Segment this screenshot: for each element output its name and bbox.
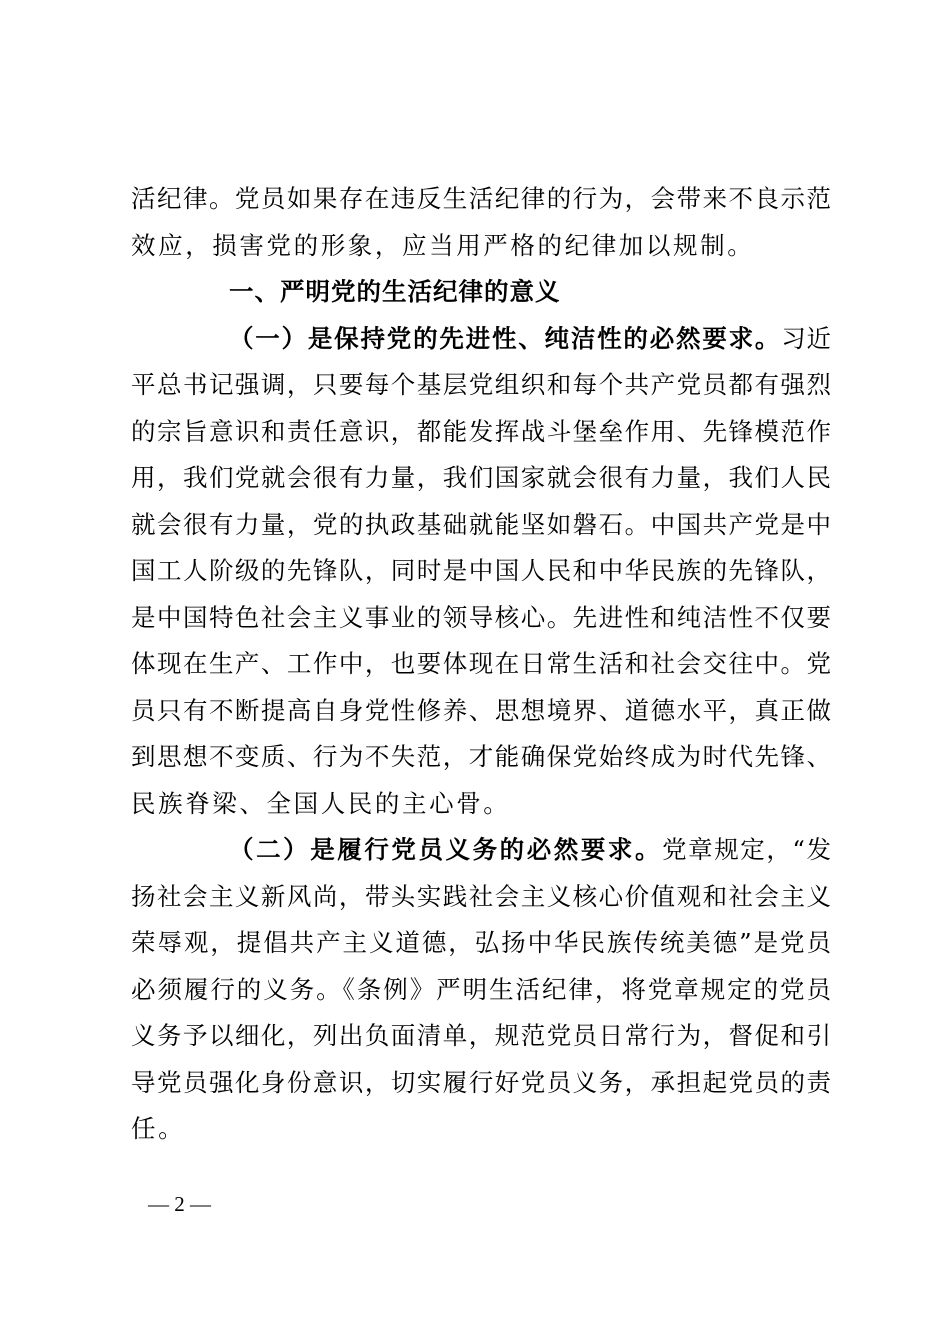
paragraph-line: 就会很有力量，党的执政基础就能坚如磐石。中国共产党是中	[131, 509, 831, 539]
subsection-first-line	[131, 316, 831, 363]
paragraph-line: 活纪律。党员如果存在违反生活纪律的行为，会带来不良示范	[131, 184, 831, 213]
paragraph-line: 的宗旨意识和责任意识，都能发挥战斗堡垒作用、先锋模范作	[131, 416, 831, 446]
subsection-first-line	[131, 827, 831, 874]
paragraph-line: 体现在生产、工作中，也要体现在日常生活和社会交往中。党	[131, 649, 831, 678]
paragraph-line: 国工人阶级的先锋队，同时是中国人民和中华民族的先锋队，	[131, 556, 831, 585]
document-body	[131, 176, 831, 1153]
subsection-heading: （二）是履行党员义务的必然要求。	[229, 835, 663, 864]
paragraph-line: 导党员强化身份意识，切实履行好党员义务，承担起党员的责	[131, 1067, 831, 1097]
page-number: — 2 —	[148, 1192, 211, 1216]
paragraph-line: 荣辱观，提倡共产主义道德，弘扬中华民族传统美德”是党员	[131, 928, 831, 957]
paragraph-line: 到思想不变质、行为不失范，才能确保党始终成为时代先锋、	[131, 742, 831, 771]
paragraph-text: 习近	[781, 323, 831, 353]
paragraph-line: 必须履行的义务。《条例》严明生活纪律，将党章规定的党员	[131, 974, 831, 1004]
subsection-heading: （一）是保持党的先进性、纯洁性的必然要求。	[229, 323, 782, 353]
paragraph-line: 效应，损害党的形象，应当用严格的纪律加以规制。	[131, 230, 755, 260]
paragraph-line: 民族脊梁、全国人民的主心骨。	[131, 788, 511, 818]
paragraph-line: 用，我们党就会很有力量，我们国家就会很有力量，我们人民	[131, 463, 831, 492]
paragraph-line: 是中国特色社会主义事业的领导核心。先进性和纯洁性不仅要	[131, 602, 831, 632]
paragraph-line: 任。	[131, 1114, 186, 1143]
section-heading: 一、严明党的生活纪律的意义	[229, 277, 561, 306]
paragraph-line: 扬社会主义新风尚，带头实践社会主义核心价值观和社会主义	[131, 881, 831, 911]
paragraph-line: 员只有不断提高自身党性修养、思想境界、道德水平，真正做	[131, 695, 831, 725]
paragraph-line: 平总书记强调，只要每个基层党组织和每个共产党员都有强烈	[131, 370, 831, 399]
paragraph-line: 义务予以细化，列出负面清单，规范党员日常行为，督促和引	[131, 1021, 831, 1050]
paragraph-text: 党章规定，“发	[662, 835, 832, 864]
